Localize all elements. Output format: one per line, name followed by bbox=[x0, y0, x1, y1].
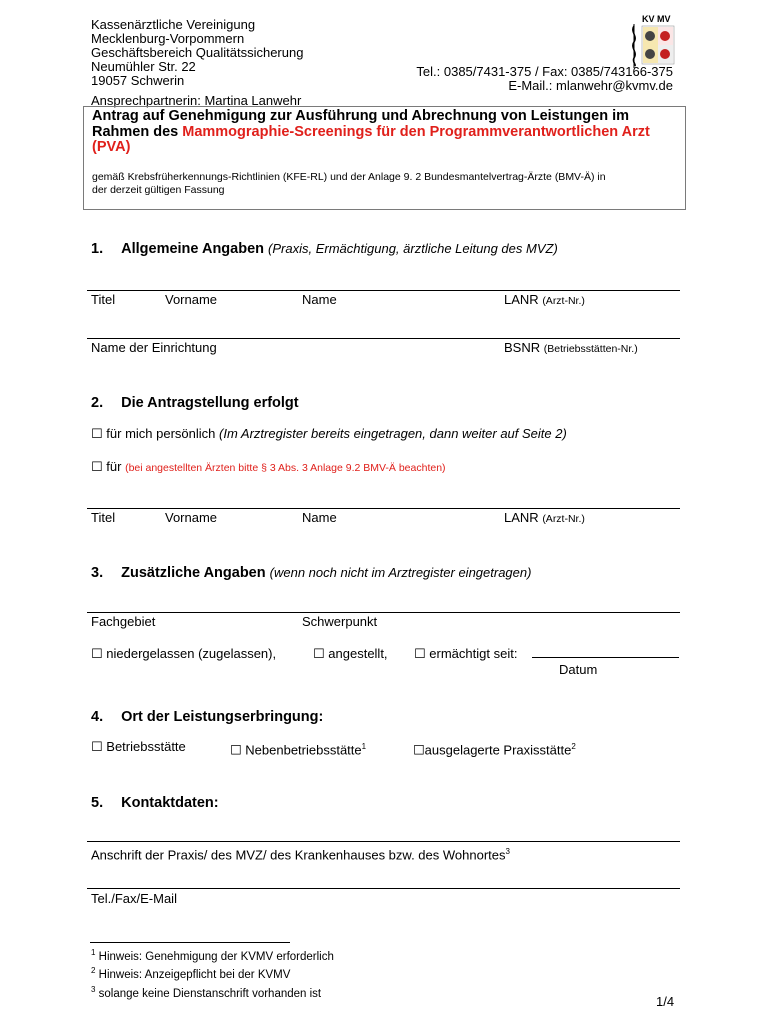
label-fachgebiet: Fachgebiet bbox=[91, 614, 156, 629]
input-line[interactable] bbox=[87, 888, 680, 889]
option-label: Betriebsstätte bbox=[106, 739, 186, 754]
footnote-ref: 1 bbox=[361, 742, 367, 751]
date-input-line[interactable] bbox=[532, 657, 679, 658]
section-title: Zusätzliche Angaben bbox=[121, 565, 266, 581]
label-titel: Titel bbox=[91, 292, 116, 307]
option-personal[interactable] bbox=[91, 427, 567, 442]
basis-line: der derzeit gültigen Fassung bbox=[92, 184, 225, 196]
footnote-ref: 3 bbox=[505, 847, 510, 856]
label-anschrift bbox=[91, 845, 510, 862]
option-label: angestellt, bbox=[328, 646, 388, 661]
logo-text: KV MV bbox=[642, 14, 671, 24]
option-note: (bei angestellten Ärzten bitte § 3 Abs. 3 Anlage 9.2 BMV-Ä beachten) bbox=[125, 462, 446, 474]
label-einrichtung: Name der Einrichtung bbox=[91, 340, 217, 355]
section-number: 1. bbox=[91, 241, 104, 257]
sender-line: Kassenärztliche Vereinigung bbox=[91, 17, 256, 32]
kvmv-coat-of-arms-icon bbox=[628, 24, 676, 68]
section-5-heading bbox=[91, 795, 219, 811]
section-title: Kontaktdaten: bbox=[121, 795, 219, 811]
title-highlight: Mammographie-Screenings für den Programmverantwortlichen Arzt bbox=[182, 123, 650, 140]
footnotes bbox=[91, 946, 334, 1001]
footnote bbox=[91, 983, 334, 1001]
option-angestellt[interactable] bbox=[313, 647, 388, 662]
sender-address bbox=[91, 18, 303, 88]
label-lanr bbox=[504, 293, 585, 308]
input-line[interactable] bbox=[87, 508, 680, 509]
input-line[interactable] bbox=[87, 338, 680, 339]
contact-block bbox=[416, 65, 673, 93]
option-note: (Im Arztregister bereits eingetragen, dann weiter auf Seite 2) bbox=[219, 426, 567, 441]
label-name: Name bbox=[302, 510, 337, 525]
section-1-heading bbox=[91, 241, 558, 257]
option-label: niedergelassen (zugelassen), bbox=[106, 646, 277, 661]
section-number: 4. bbox=[91, 709, 104, 725]
option-ermaechtigt[interactable] bbox=[414, 647, 517, 662]
label-tel-fax-email: Tel./Fax/E-Mail bbox=[91, 891, 177, 906]
page-number: 1/4 bbox=[656, 994, 675, 1009]
legal-basis bbox=[92, 171, 682, 197]
section-number: 5. bbox=[91, 795, 104, 811]
checkbox-icon[interactable]: ☐ bbox=[230, 743, 242, 759]
section-subtitle: (Praxis, Ermächtigung, ärztliche Leitung des MVZ) bbox=[268, 241, 558, 256]
footnote bbox=[91, 964, 334, 982]
label-schwerpunkt: Schwerpunkt bbox=[302, 614, 378, 629]
checkbox-icon[interactable]: ☐ bbox=[91, 427, 103, 442]
section-title: Allgemeine Angaben bbox=[121, 241, 265, 257]
input-line[interactable] bbox=[87, 290, 680, 291]
input-line[interactable] bbox=[87, 841, 680, 842]
lanr-text: LANR bbox=[504, 292, 539, 307]
title-text: Rahmen des bbox=[92, 123, 183, 140]
footnote-text: Hinweis: Genehmigung der KVMV erforderlich bbox=[98, 950, 334, 963]
option-label: für bbox=[106, 459, 122, 474]
footnote-separator bbox=[90, 942, 290, 943]
basis-line: gemäß Krebsfrüherkennungs-Richtlinien (KFE-RL) und der Anlage 9. 2 Bundesmantelvertrag-Ärzte (BMV-Ä) in bbox=[92, 171, 606, 183]
anschrift-text: Anschrift der Praxis/ des MVZ/ des Krankenhauses bzw. des Wohnortes bbox=[91, 847, 506, 863]
checkbox-icon[interactable]: ☐ bbox=[91, 460, 103, 475]
section-subtitle: (wenn noch nicht im Arztregister eingetragen) bbox=[269, 565, 532, 580]
section-title: Die Antragstellung erfolgt bbox=[121, 395, 299, 411]
form-title bbox=[92, 109, 682, 156]
label-name: Name bbox=[302, 292, 337, 307]
footnote-number: 3 bbox=[91, 984, 96, 994]
label-vorname: Vorname bbox=[165, 510, 218, 525]
kvmv-logo bbox=[628, 14, 676, 66]
sender-line: 19057 Schwerin bbox=[91, 73, 185, 88]
footnote-number: 1 bbox=[91, 948, 96, 957]
sender-line: Mecklenburg-Vorpommern bbox=[91, 31, 245, 46]
lanr-note: (Arzt-Nr.) bbox=[542, 295, 585, 307]
option-nebenbetriebsstaette[interactable] bbox=[230, 740, 366, 758]
sender-line: Neumühler Str. 22 bbox=[91, 59, 196, 74]
email: E-Mail.: mlanwehr@kvmv.de bbox=[508, 78, 673, 93]
option-label: ausgelagerte Praxisstätte bbox=[424, 742, 572, 758]
label-vorname: Vorname bbox=[165, 292, 218, 307]
checkbox-icon[interactable]: ☐ bbox=[313, 647, 325, 662]
section-number: 3. bbox=[91, 565, 104, 581]
title-box bbox=[83, 106, 686, 210]
section-title: Ort der Leistungserbringung: bbox=[121, 709, 324, 725]
option-for-other[interactable] bbox=[91, 460, 446, 475]
option-niedergelassen[interactable] bbox=[91, 647, 276, 662]
label-datum: Datum bbox=[559, 662, 598, 677]
footnote-text: Hinweis: Anzeigepflicht bei der KVMV bbox=[98, 969, 291, 982]
sender-line: Geschäftsbereich Qualitätssicherung bbox=[91, 45, 304, 60]
checkbox-icon[interactable]: ☐ bbox=[91, 740, 103, 755]
title-highlight: (PVA) bbox=[92, 139, 131, 155]
footnote-number: 2 bbox=[91, 966, 96, 976]
label-lanr bbox=[504, 511, 585, 526]
label-titel: Titel bbox=[91, 510, 116, 525]
title-line bbox=[92, 125, 682, 141]
footnote bbox=[91, 946, 334, 964]
option-ausgelagerte-praxisstaette[interactable] bbox=[413, 740, 576, 758]
checkbox-icon[interactable]: ☐ bbox=[413, 743, 425, 759]
footnote-ref: 2 bbox=[571, 742, 576, 751]
checkbox-icon[interactable]: ☐ bbox=[91, 647, 103, 662]
option-label: für mich persönlich bbox=[106, 426, 216, 441]
lanr-note: (Arzt-Nr.) bbox=[542, 513, 585, 525]
title-line: Antrag auf Genehmigung zur Ausführung und Abrechnung von Leistungen im bbox=[92, 108, 630, 124]
input-line[interactable] bbox=[87, 612, 680, 613]
bsnr-note: (Betriebsstätten-Nr.) bbox=[543, 343, 638, 355]
option-label: Nebenbetriebsstätte bbox=[245, 742, 362, 758]
section-4-heading bbox=[91, 709, 323, 725]
section-number: 2. bbox=[91, 395, 104, 411]
option-betriebsstaette[interactable] bbox=[91, 740, 186, 755]
lanr-text: LANR bbox=[504, 510, 539, 525]
footnote-text: solange keine Dienstanschrift vorhanden ist bbox=[98, 987, 322, 1000]
section-2-heading bbox=[91, 395, 299, 411]
checkbox-icon[interactable]: ☐ bbox=[414, 647, 426, 662]
label-bsnr bbox=[504, 341, 638, 356]
section-3-heading bbox=[91, 565, 531, 581]
contact-person: Ansprechpartnerin: Martina Lanwehr bbox=[91, 93, 302, 108]
phone-fax: Tel.: 0385/7431-375 / Fax: 0385/743166-375 bbox=[416, 64, 673, 79]
option-label: ermächtigt seit: bbox=[429, 646, 518, 661]
bsnr-text: BSNR bbox=[504, 340, 541, 355]
